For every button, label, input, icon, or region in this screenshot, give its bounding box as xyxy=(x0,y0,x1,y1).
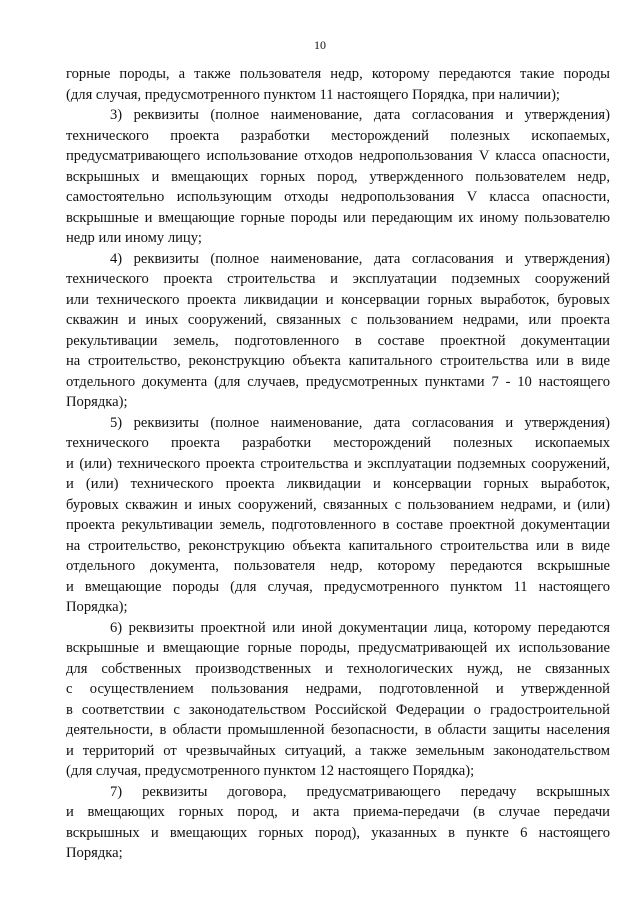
text-line: самостоятельно использующим отходы недропользования V класса опасности, xyxy=(66,189,610,205)
text-line: технического проекта разработки месторождений полезных ископаемых xyxy=(66,435,610,451)
text-line: и вмещающих горных пород, и акта приема-передачи (в случае передачи xyxy=(66,804,610,820)
paragraph xyxy=(66,782,610,864)
paragraph xyxy=(66,413,610,618)
text-line: и вмещающие породы (для случая, предусмотренного пунктом 11 настоящего xyxy=(66,578,610,595)
text-line: вскрышные и вмещающие горные породы, предусматривающей их использование xyxy=(66,640,610,656)
text-line: отдельного документа, пользователя недр, которому передаются вскрышные xyxy=(66,558,610,574)
text-line: вскрышных и вмещающих горных пород), указанных в пункте 6 настоящего xyxy=(66,824,610,841)
text-line: Порядка); xyxy=(66,599,128,615)
text-line: проекта рекультивации земель, подготовленного в составе проектной документации xyxy=(66,517,610,533)
text-line: и территорий от чрезвычайных ситуаций, а также земельным законодательством xyxy=(66,742,610,759)
text-line: (для случая, предусмотренного пунктом 12 настоящего Порядка); xyxy=(66,763,475,779)
text-line: Порядка; xyxy=(66,845,123,861)
text-line: предусматривающего использование отходов недропользования V класса опасности, xyxy=(66,148,610,164)
text-line: отдельного документа (для случаев, предусмотренных пунктами 7 - 10 настоящего xyxy=(66,373,610,390)
text-line: скважин и иных сооружений, связанных с пользованием недрами, или проекта xyxy=(66,312,610,328)
text-line: вскрышные и вмещающие горные породы или передающим их иному пользователю xyxy=(66,209,610,226)
text-line: на строительство, реконструкцию объекта капитального строительства или в виде xyxy=(66,353,610,369)
text-line: 6) реквизиты проектной или иной документации лица, которому передаются xyxy=(110,619,610,636)
text-line: для собственных производственных и технологических нужд, не связанных xyxy=(66,660,610,677)
text-line: вскрышных и вмещающих горных пород, утвержденного пользователем недр, xyxy=(66,168,610,185)
document-body xyxy=(66,64,610,864)
paragraph xyxy=(66,64,610,105)
text-line: 5) реквизиты (полное наименование, дата согласования и утверждения) xyxy=(110,414,610,431)
text-line: рекультивации земель, подготовленного в составе проектной документации xyxy=(66,332,610,349)
text-line: в соответствии с законодательством Российской Федерации о градостроительной xyxy=(66,701,610,718)
text-line: буровых скважин и иных сооружений, связанных с пользованием недрами, и (или) xyxy=(66,496,610,513)
text-line: (для случая, предусмотренного пунктом 11 настоящего Порядка, при наличии); xyxy=(66,86,560,103)
text-line: 7) реквизиты договора, предусматривающего передачу вскрышных xyxy=(110,783,610,800)
text-line: 3) реквизиты (полное наименование, дата согласования и утверждения) xyxy=(110,107,610,123)
text-line: и (или) технического проекта ликвидации и консервации горных выработок, xyxy=(66,476,610,492)
text-line: на строительство, реконструкцию объекта капитального строительства или в виде xyxy=(66,537,610,554)
text-line: Порядка); xyxy=(66,394,128,410)
paragraph xyxy=(66,249,610,413)
text-line: 4) реквизиты (полное наименование, дата согласования и утверждения) xyxy=(110,250,610,267)
page-number: 10 xyxy=(314,38,326,52)
text-line: деятельности, в области промышленной безопасности, в области защиты населения xyxy=(66,722,610,738)
text-line: с осуществлением пользования недрами, подготовленной и утвержденной xyxy=(66,681,610,697)
text-line: и (или) технического проекта строительства и эксплуатации подземных сооружений, xyxy=(66,455,610,472)
text-line: или технического проекта ликвидации и консервации горных выработок, буровых xyxy=(66,291,610,308)
text-line: горные породы, а также пользователя недр, которому передаются такие породы xyxy=(66,66,610,82)
paragraph xyxy=(66,618,610,782)
paragraph xyxy=(66,105,610,249)
text-line: недр или иному лицу; xyxy=(66,230,202,246)
text-line: технического проекта разработки месторождений полезных ископаемых, xyxy=(66,127,610,144)
text-line: технического проекта строительства и эксплуатации подземных сооружений xyxy=(66,271,610,287)
